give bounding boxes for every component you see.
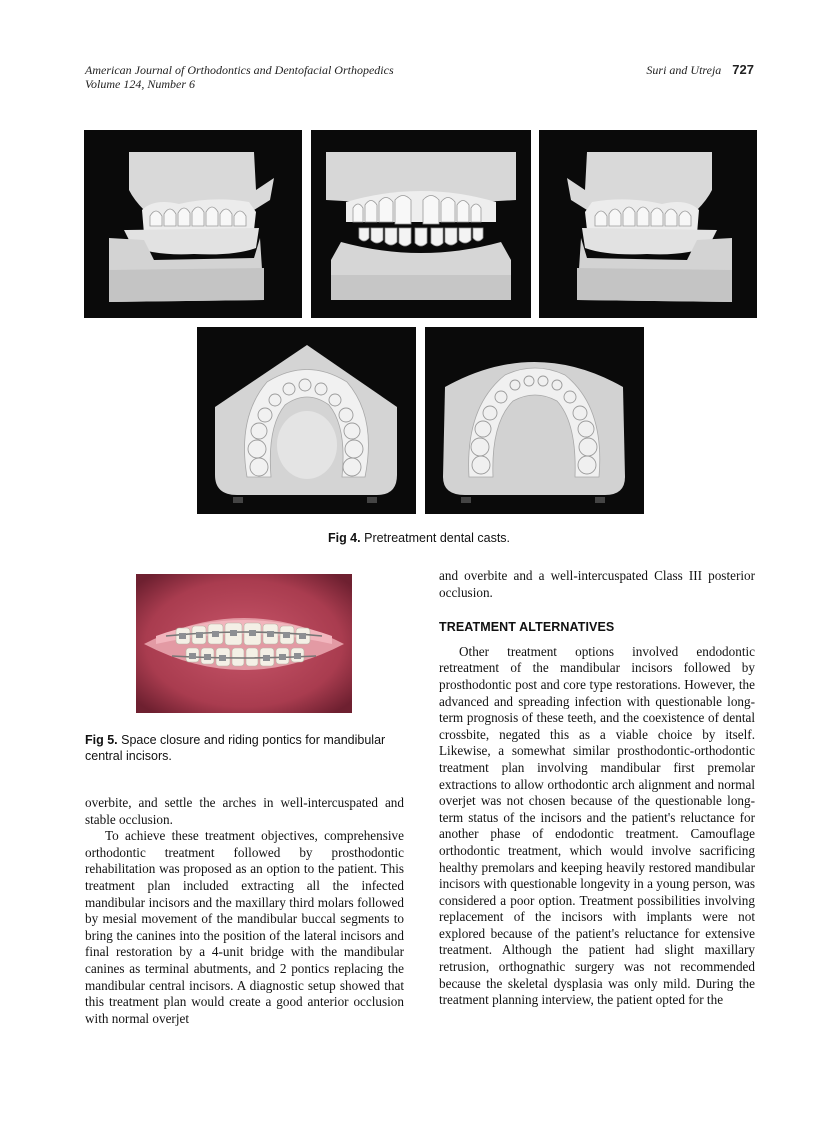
fig5-caption (85, 732, 407, 764)
cast-photo-maxillary-occlusal (197, 327, 416, 514)
fig4-caption (0, 530, 838, 546)
right-paragraph-1: and overbite and a well-intercuspated Class III posterior occlusion. (439, 568, 755, 600)
running-header-left (85, 63, 394, 91)
fig5-label: Fig 5. (85, 733, 118, 747)
right-text-column (439, 568, 755, 1009)
running-authors: Suri and Utreja (646, 63, 722, 77)
journal-title: American Journal of Orthodontics and Dentofacial Orthopedics (85, 63, 394, 77)
fig4-caption-text: Pretreatment dental casts. (364, 531, 511, 545)
running-header-right (646, 63, 754, 77)
left-text-column (85, 795, 404, 1027)
left-paragraph-2: To achieve these treatment objectives, comprehensive orthodontic treatment followed by prosthodontic rehabilitation was proposed as an option to the patient. This treatment plan included extracting all the infected mandibular incisors and the maxillary third molars followed by mesial movement of the mandibular buccal segments to bring the canines into the position of the lateral incisors and final restoration by a 4-unit bridge with the mandibular canines as terminal abutments, and 2 pontics replacing the mandibular central incisors. A diagnostic setup showed that this treatment plan would create a good anterior occlusion with normal overjet (85, 828, 404, 1026)
section-heading-treatment-alternatives: TREATMENT ALTERNATIVES (439, 620, 615, 635)
cast-photo-mandibular-occlusal (425, 327, 644, 514)
right-paragraph-2: Other treatment options involved endodontic retreatment of the mandibular incisors followed by prosthodontic post and core type restorations. However, the advanced and spreading infection with questionable long-term prognosis of these teeth, and the coexistence of dental crossbite, negated this as a viable choice by itself. Likewise, a somewhat similar prosthodontic-orthodontic treatment plan involving mandibular first premolar extractions to allow orthodontic arch alignment and normal overjet was not chosen because of the questionable long-term status of the incisors and the patient's reluctance for another phase of endodontic treatment. Camouflage orthodontic treatment, which would involve sacrificing healthy premolars and keeping heavily restored mandibular incisors with questionable longevity in a young person, was considered a poor option. Treatment possibilities involving replacement of the incisors with implants were not explored because of the patient's reluctance for extensive treatment. Although the patient had slight maxillary retrusion, orthognathic surgery was not recommended because the skeletal dysplasia was only mild. During the treatment planning interview, the patient opted for the (439, 643, 755, 1008)
fig5-caption-text: Space closure and riding pontics for mandibular central incisors. (85, 733, 386, 763)
page-number: 727 (732, 62, 754, 77)
cast-photo-right-lateral (84, 130, 302, 318)
journal-volume: Volume 124, Number 6 (85, 77, 195, 91)
intraoral-photo (136, 574, 352, 713)
fig4-label: Fig 4. (327, 531, 361, 545)
left-paragraph-1: overbite, and settle the arches in well-intercuspated and stable occlusion. (85, 795, 404, 827)
cast-photo-frontal (311, 130, 531, 318)
cast-photo-left-lateral (539, 130, 757, 318)
